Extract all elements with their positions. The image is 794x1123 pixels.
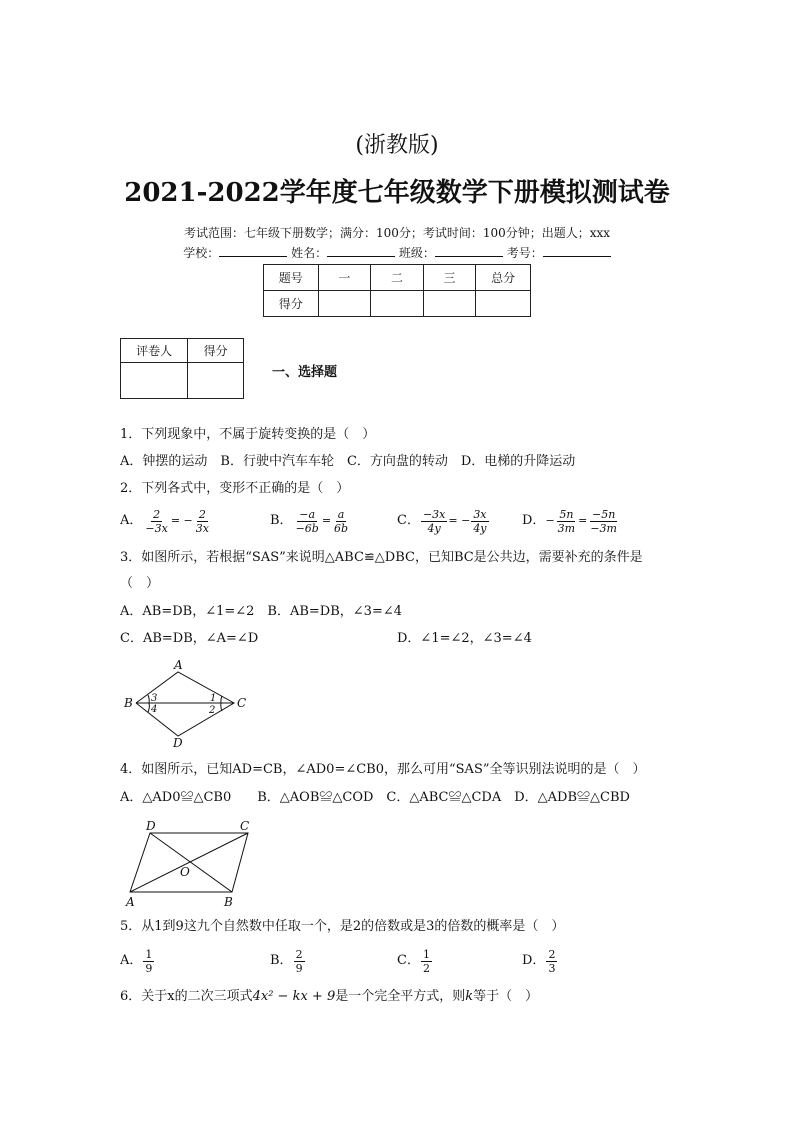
score-cell[interactable] bbox=[476, 291, 531, 317]
fraction: $\frac{2}{-3x}$ bbox=[145, 507, 168, 535]
exam-edition: (浙教版) bbox=[355, 133, 439, 158]
question-5-stem: 5．从1到9这九个自然数中任取一个，是2的倍数或是3的倍数的概率是（ ） bbox=[120, 919, 565, 934]
score-cell[interactable] bbox=[371, 291, 424, 317]
question-4-figure bbox=[120, 818, 280, 910]
number-field[interactable] bbox=[543, 244, 611, 257]
score-header-cell: 三 bbox=[423, 265, 476, 291]
question-3-stem-cont: （ ） bbox=[120, 576, 160, 591]
question-6-expression: 4x² − kx + 9 bbox=[252, 989, 336, 1004]
student-fields bbox=[0, 244, 794, 261]
question-2-option-a: A． $\frac{2}{-3x}$ = − $\frac{2}{3x}$ bbox=[120, 507, 209, 535]
fraction: $\frac{-5n}{-3m}$ bbox=[590, 507, 617, 535]
question-1-stem: 1．下列现象中，不属于旋转变换的是（ ） bbox=[120, 427, 376, 442]
question-3-options-ab: A．AB=DB，∠1=∠2 B．AB=DB，∠3=∠4 bbox=[120, 604, 403, 619]
score-header-cell: 总分 bbox=[476, 265, 531, 291]
question-6-variable: k bbox=[465, 989, 474, 1004]
exam-title: 2021-2022学年度七年级数学下册模拟测试卷 bbox=[124, 178, 670, 208]
fraction: $\frac{2}{3}$ bbox=[548, 947, 556, 975]
fraction: $\frac{-3x}{4y}$ bbox=[422, 507, 446, 535]
question-2-stem: 2．下列各式中，变形不正确的是（ ） bbox=[120, 481, 350, 496]
name-field[interactable] bbox=[327, 244, 395, 257]
question-3-figure bbox=[120, 655, 260, 750]
angle-label-1: 1 bbox=[210, 693, 217, 704]
fraction: $\frac{-a}{-6b}$ bbox=[295, 507, 319, 535]
school-field[interactable] bbox=[219, 244, 287, 257]
point-label-o: O bbox=[180, 865, 190, 879]
exam-info-line: 考试范围：七年级下册数学；满分：100分；考试时间：100分钟；出题人；xxx bbox=[183, 226, 611, 240]
angle-arc bbox=[148, 695, 149, 703]
question-6-stem: 6．关于x的二次三项式4x² − kx + 9是一个完全平方式，则k等于（ ） bbox=[120, 989, 539, 1004]
point-label-d: D bbox=[173, 736, 183, 750]
score-header-cell: 题号 bbox=[264, 265, 319, 291]
question-5-option-c: C． $\frac{1}{2}$ bbox=[397, 947, 430, 975]
score-cell[interactable] bbox=[318, 291, 371, 317]
question-5-option-b: B． $\frac{2}{9}$ bbox=[270, 947, 303, 975]
fraction: $\frac{3x}{4y}$ bbox=[473, 507, 487, 535]
school-label: 学校： bbox=[183, 246, 220, 260]
fraction: $\frac{2}{3x}$ bbox=[195, 507, 209, 535]
point-label-b: B bbox=[224, 895, 233, 909]
number-label: 考号： bbox=[506, 246, 543, 260]
angle-arc bbox=[148, 703, 149, 712]
question-2-option-b: B． $\frac{-a}{-6b}$ = $\frac{a}{6b}$ bbox=[270, 507, 349, 535]
angle-arc bbox=[221, 696, 222, 703]
question-2-option-d: D． − $\frac{5n}{3m}$ = $\frac{-5n}{-3m}$ bbox=[522, 507, 617, 535]
question-1-options: A．钟摆的运动 B．行驶中汽车车轮 C．方向盘的转动 D．电梯的升降运动 bbox=[120, 454, 576, 469]
fraction: $\frac{2}{9}$ bbox=[295, 947, 303, 975]
fraction: $\frac{5n}{3m}$ bbox=[557, 507, 576, 535]
fraction: $\frac{a}{6b}$ bbox=[334, 507, 349, 535]
point-label-c: C bbox=[240, 819, 250, 833]
fraction: $\frac{1}{9}$ bbox=[145, 947, 153, 975]
section-title: 一、选择题 bbox=[272, 365, 338, 380]
angle-label-3: 3 bbox=[151, 693, 158, 704]
diagonal-ac bbox=[130, 833, 248, 892]
score-row-label: 得分 bbox=[264, 291, 319, 317]
question-3-option-d: D．∠1=∠2，∠3=∠4 bbox=[397, 631, 532, 646]
point-label-c: C bbox=[237, 696, 247, 710]
question-5-option-d: D． $\frac{2}{3}$ bbox=[522, 947, 556, 975]
question-4-stem: 4．如图所示，已知AD=CB，∠AD0=∠CB0，那么可用“SAS”全等识别法说明的是（ ） bbox=[120, 762, 646, 777]
point-label-d: D bbox=[146, 819, 156, 833]
name-label: 姓名： bbox=[291, 246, 328, 260]
question-3-stem: 3．如图所示，若根据“SAS”来说明△ABC≌△DBC，已知BC是公共边，需要补充的条件是 bbox=[120, 550, 643, 565]
angle-label-4: 4 bbox=[151, 704, 158, 715]
question-2-option-c: C． $\frac{-3x}{4y}$ = − $\frac{3x}{4y}$ bbox=[397, 507, 487, 535]
fraction: $\frac{1}{2}$ bbox=[422, 947, 430, 975]
score-header-cell: 二 bbox=[371, 265, 424, 291]
score-cell[interactable] bbox=[423, 291, 476, 317]
reviewer-cell[interactable] bbox=[121, 363, 188, 399]
angle-arc bbox=[221, 703, 222, 711]
question-2-options bbox=[120, 505, 680, 537]
diagonal-bd bbox=[150, 833, 232, 892]
point-label-b: B bbox=[124, 696, 133, 710]
question-5-option-a: A． $\frac{1}{9}$ bbox=[120, 947, 153, 975]
question-3-option-c: C．AB=DB，∠A=∠D bbox=[120, 631, 259, 646]
point-label-a: A bbox=[126, 895, 135, 909]
class-label: 班级： bbox=[398, 246, 435, 260]
question-5-options bbox=[120, 944, 680, 978]
point-label-a: A bbox=[174, 658, 183, 672]
reviewer-label: 评卷人 bbox=[121, 339, 188, 363]
grader-score-cell[interactable] bbox=[188, 363, 244, 399]
score-table bbox=[263, 264, 531, 317]
score-header-cell: 一 bbox=[318, 265, 371, 291]
question-4-options: A．△AD0≌△CB0 B．△AOB≌△COD C．△ABC≌△CDA D．△ADB≌△CBD bbox=[120, 790, 630, 805]
grader-box bbox=[120, 338, 244, 399]
class-field[interactable] bbox=[435, 244, 503, 257]
grader-score-label: 得分 bbox=[188, 339, 244, 363]
angle-label-2: 2 bbox=[209, 705, 216, 716]
